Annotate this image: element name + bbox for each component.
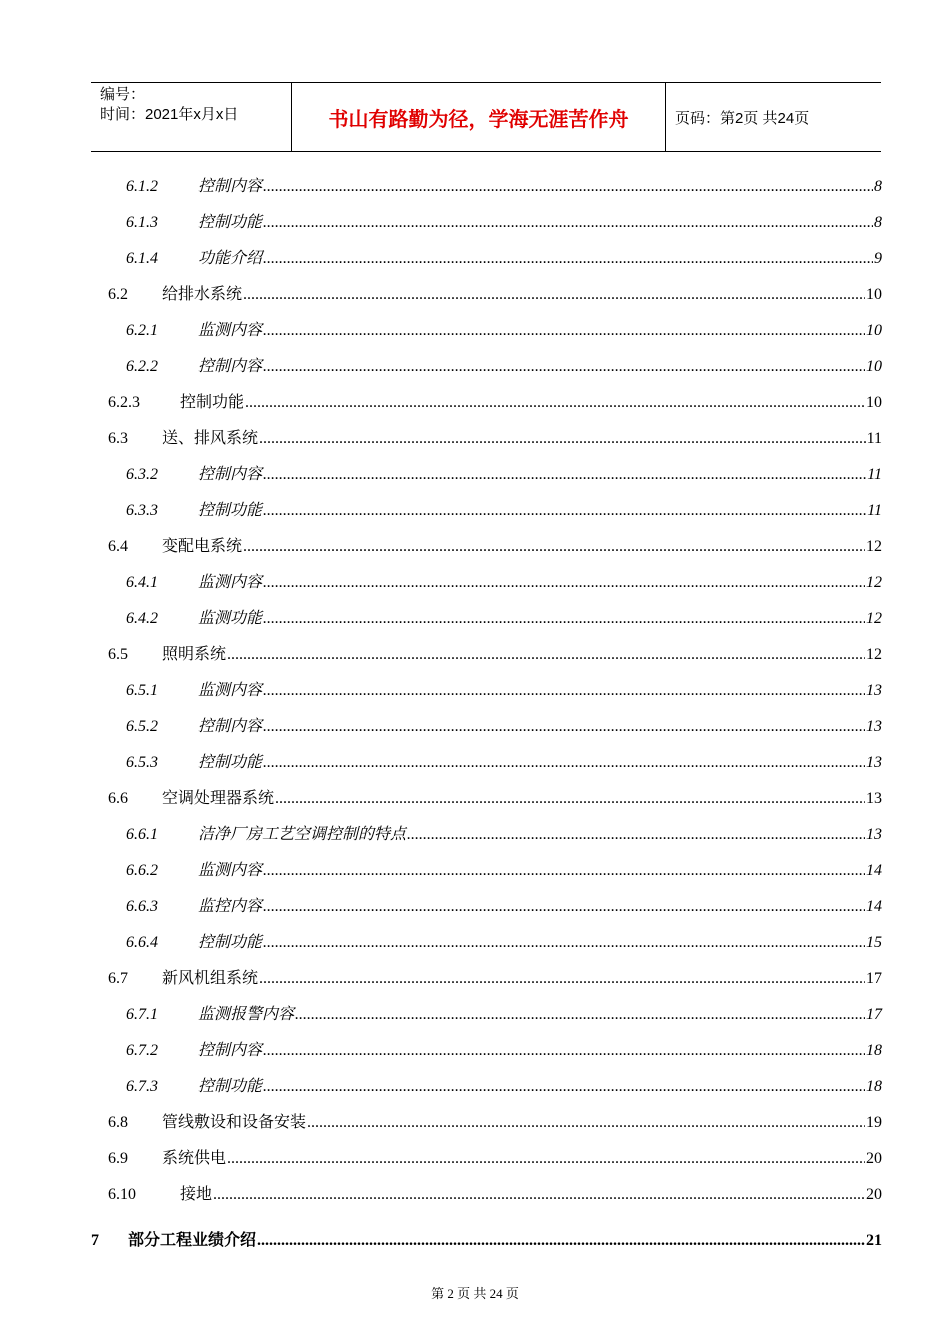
toc-page-number: 11 — [867, 466, 882, 483]
toc-number: 6.6.4 — [126, 934, 158, 951]
toc-leader-dots — [263, 321, 865, 341]
toc-number: 6.7 — [108, 970, 128, 987]
toc-leader-dots — [263, 249, 873, 269]
toc-leader-dots — [263, 177, 873, 197]
toc-number: 6.7.1 — [126, 1006, 158, 1023]
header-meta — [91, 83, 292, 151]
toc-entry[interactable] — [108, 285, 882, 305]
toc-page-number: 19 — [866, 1114, 882, 1131]
page-header — [91, 82, 881, 152]
toc-entry[interactable] — [108, 1185, 882, 1205]
toc-title: 管线敷设和设备安装 — [162, 1114, 307, 1131]
toc-leader-dots — [263, 501, 866, 521]
toc-title: 监测内容 — [198, 862, 263, 879]
toc-leader-dots — [243, 537, 865, 557]
header-page-info: 页码：第2页 共24页 — [675, 109, 810, 127]
toc-entry[interactable] — [108, 1113, 882, 1133]
time-label: 时间：2021年x月x日 — [100, 106, 239, 123]
toc-number: 6.4.2 — [126, 610, 158, 627]
toc-number: 6.6.1 — [126, 826, 158, 843]
toc-title: 监测内容 — [198, 682, 263, 699]
toc-entry[interactable] — [126, 681, 882, 701]
toc-leader-dots — [263, 1077, 865, 1097]
toc-page-number: 14 — [866, 862, 882, 879]
toc-page-number: 8 — [874, 178, 882, 195]
toc-entry[interactable] — [108, 789, 882, 809]
toc-title: 接地 — [180, 1186, 213, 1203]
toc-page-number: 13 — [866, 826, 882, 843]
toc-number: 6.3 — [108, 430, 128, 447]
toc-title: 控制功能 — [180, 394, 245, 411]
toc-number: 6.5.3 — [126, 754, 158, 771]
toc-number: 6.2 — [108, 286, 128, 303]
toc-entry[interactable] — [126, 1005, 882, 1025]
toc-entry[interactable] — [126, 573, 882, 593]
toc-leader-dots — [263, 1041, 865, 1061]
toc-number: 6.6 — [108, 790, 128, 807]
toc-page-number: 13 — [866, 754, 882, 771]
toc-title: 控制功能 — [198, 934, 263, 951]
toc-title: 系统供电 — [162, 1150, 227, 1167]
toc-entry[interactable] — [126, 717, 882, 737]
toc-number: 6.4 — [108, 538, 128, 555]
toc-number: 6.1.2 — [126, 178, 158, 195]
toc-number: 6.8 — [108, 1114, 128, 1131]
toc-leader-dots — [263, 609, 865, 629]
toc-leader-dots — [245, 393, 865, 413]
toc-leader-dots — [263, 717, 865, 737]
toc-page-number: 21 — [866, 1232, 882, 1249]
toc-title: 控制功能 — [198, 502, 263, 519]
toc-entry[interactable] — [108, 1149, 882, 1169]
toc-number: 6.4.1 — [126, 574, 158, 591]
toc-leader-dots — [263, 465, 866, 485]
toc-leader-dots — [263, 681, 865, 701]
toc-page-number: 13 — [866, 682, 882, 699]
toc-title: 控制内容 — [198, 718, 263, 735]
toc-page-number: 12 — [866, 538, 882, 555]
toc-number: 6.7.2 — [126, 1042, 158, 1059]
toc-page-number: 11 — [866, 430, 882, 447]
toc-entry[interactable] — [126, 609, 882, 629]
toc-leader-dots — [263, 753, 865, 773]
toc-title: 监测内容 — [198, 574, 263, 591]
toc-page-number: 10 — [866, 358, 882, 375]
toc-title: 部分工程业绩介绍 — [128, 1232, 257, 1249]
toc-leader-dots — [243, 285, 865, 305]
toc-title: 控制内容 — [198, 1042, 263, 1059]
toc-title: 监测报警内容 — [198, 1006, 295, 1023]
toc-leader-dots — [263, 861, 865, 881]
toc-page-number: 10 — [866, 394, 882, 411]
toc-title: 洁净厂房工艺空调控制的特点 — [198, 826, 407, 843]
toc-entry[interactable] — [108, 969, 882, 989]
toc-leader-dots — [259, 969, 865, 989]
toc-entry[interactable] — [126, 357, 882, 377]
toc-number: 6.1.4 — [126, 250, 158, 267]
toc-number: 6.2.3 — [108, 394, 140, 411]
toc-number: 6.9 — [108, 1150, 128, 1167]
toc-page-number: 20 — [866, 1150, 882, 1167]
toc-leader-dots — [227, 645, 865, 665]
toc-title: 控制功能 — [198, 214, 263, 231]
toc-entry[interactable] — [126, 1041, 882, 1061]
toc-page-number: 18 — [866, 1078, 882, 1095]
toc-page-number: 12 — [866, 574, 882, 591]
toc-number: 6.6.2 — [126, 862, 158, 879]
toc-entry[interactable] — [126, 933, 882, 953]
toc-number: 6.7.3 — [126, 1078, 158, 1095]
toc-page-number: 18 — [866, 1042, 882, 1059]
toc-leader-dots — [263, 897, 865, 917]
toc-title: 监测内容 — [198, 322, 263, 339]
toc-page-number: 12 — [866, 646, 882, 663]
toc-title: 照明系统 — [162, 646, 227, 663]
toc-entry[interactable] — [126, 861, 882, 881]
header-motto: 书山有路勤为径，学海无涯苦作舟 — [292, 83, 666, 151]
toc-page-number: 13 — [866, 790, 882, 807]
toc-number: 7 — [91, 1232, 99, 1249]
toc-number: 6.5.2 — [126, 718, 158, 735]
toc-page-number: 12 — [866, 610, 882, 627]
page-footer: 第 2 页 共 24 页 — [431, 1286, 519, 1301]
toc-number: 6.3.2 — [126, 466, 158, 483]
toc-entry[interactable] — [126, 177, 882, 197]
number-label: 编号： — [100, 86, 146, 103]
toc-title: 功能介绍 — [198, 250, 263, 267]
toc-title: 送、排风系统 — [162, 430, 259, 447]
toc-leader-dots — [307, 1113, 865, 1133]
toc-page-number: 8 — [874, 214, 882, 231]
toc-entry[interactable] — [126, 825, 882, 845]
toc-leader-dots — [263, 213, 873, 233]
toc-entry[interactable] — [126, 321, 882, 341]
toc-entry[interactable] — [126, 1077, 882, 1097]
toc-leader-dots — [227, 1149, 865, 1169]
toc-page-number: 13 — [866, 718, 882, 735]
toc-entry[interactable] — [108, 537, 882, 557]
toc-leader-dots — [213, 1185, 865, 1205]
toc-number: 6.2.2 — [126, 358, 158, 375]
toc-number: 6.5 — [108, 646, 128, 663]
toc-entry[interactable] — [126, 753, 882, 773]
toc-entry[interactable] — [126, 249, 882, 269]
toc-title: 给排水系统 — [162, 286, 243, 303]
toc-entry[interactable] — [91, 1231, 882, 1251]
toc-page-number: 17 — [866, 970, 882, 987]
toc-title: 变配电系统 — [162, 538, 243, 555]
toc-entry[interactable] — [126, 501, 882, 521]
toc-leader-dots — [263, 357, 865, 377]
toc-entry[interactable] — [126, 213, 882, 233]
toc-page-number: 10 — [866, 322, 882, 339]
toc-leader-dots — [275, 789, 865, 809]
toc-number: 6.10 — [108, 1186, 136, 1203]
toc-title: 控制内容 — [198, 358, 263, 375]
toc-leader-dots — [295, 1005, 865, 1025]
toc-entry[interactable] — [108, 393, 882, 413]
toc-entry[interactable] — [126, 897, 882, 917]
toc-title: 新风机组系统 — [162, 970, 259, 987]
toc-title: 控制内容 — [198, 466, 263, 483]
toc-page-number: 11 — [867, 502, 882, 519]
toc-page-number: 9 — [874, 250, 882, 267]
toc-entry[interactable] — [108, 645, 882, 665]
toc-page-number: 10 — [866, 286, 882, 303]
toc-page-number: 15 — [866, 934, 882, 951]
toc-leader-dots — [263, 933, 865, 953]
toc-title: 监测功能 — [198, 610, 263, 627]
toc-page-number: 17 — [866, 1006, 882, 1023]
toc-entry[interactable] — [126, 465, 882, 485]
toc-leader-dots — [263, 573, 865, 593]
toc-page-number: 14 — [866, 898, 882, 915]
toc-number: 6.2.1 — [126, 322, 158, 339]
toc-title: 监控内容 — [198, 898, 263, 915]
toc-number: 6.5.1 — [126, 682, 158, 699]
toc-number: 6.6.3 — [126, 898, 158, 915]
toc-number: 6.3.3 — [126, 502, 158, 519]
toc-leader-dots — [407, 825, 865, 845]
toc-leader-dots — [259, 429, 866, 449]
toc-entry[interactable] — [108, 429, 882, 449]
toc-number: 6.1.3 — [126, 214, 158, 231]
toc-page-number: 20 — [866, 1186, 882, 1203]
toc-leader-dots — [257, 1231, 865, 1251]
toc-title: 空调处理器系统 — [162, 790, 275, 807]
toc-title: 控制内容 — [198, 178, 263, 195]
toc-title: 控制功能 — [198, 754, 263, 771]
toc-title: 控制功能 — [198, 1078, 263, 1095]
